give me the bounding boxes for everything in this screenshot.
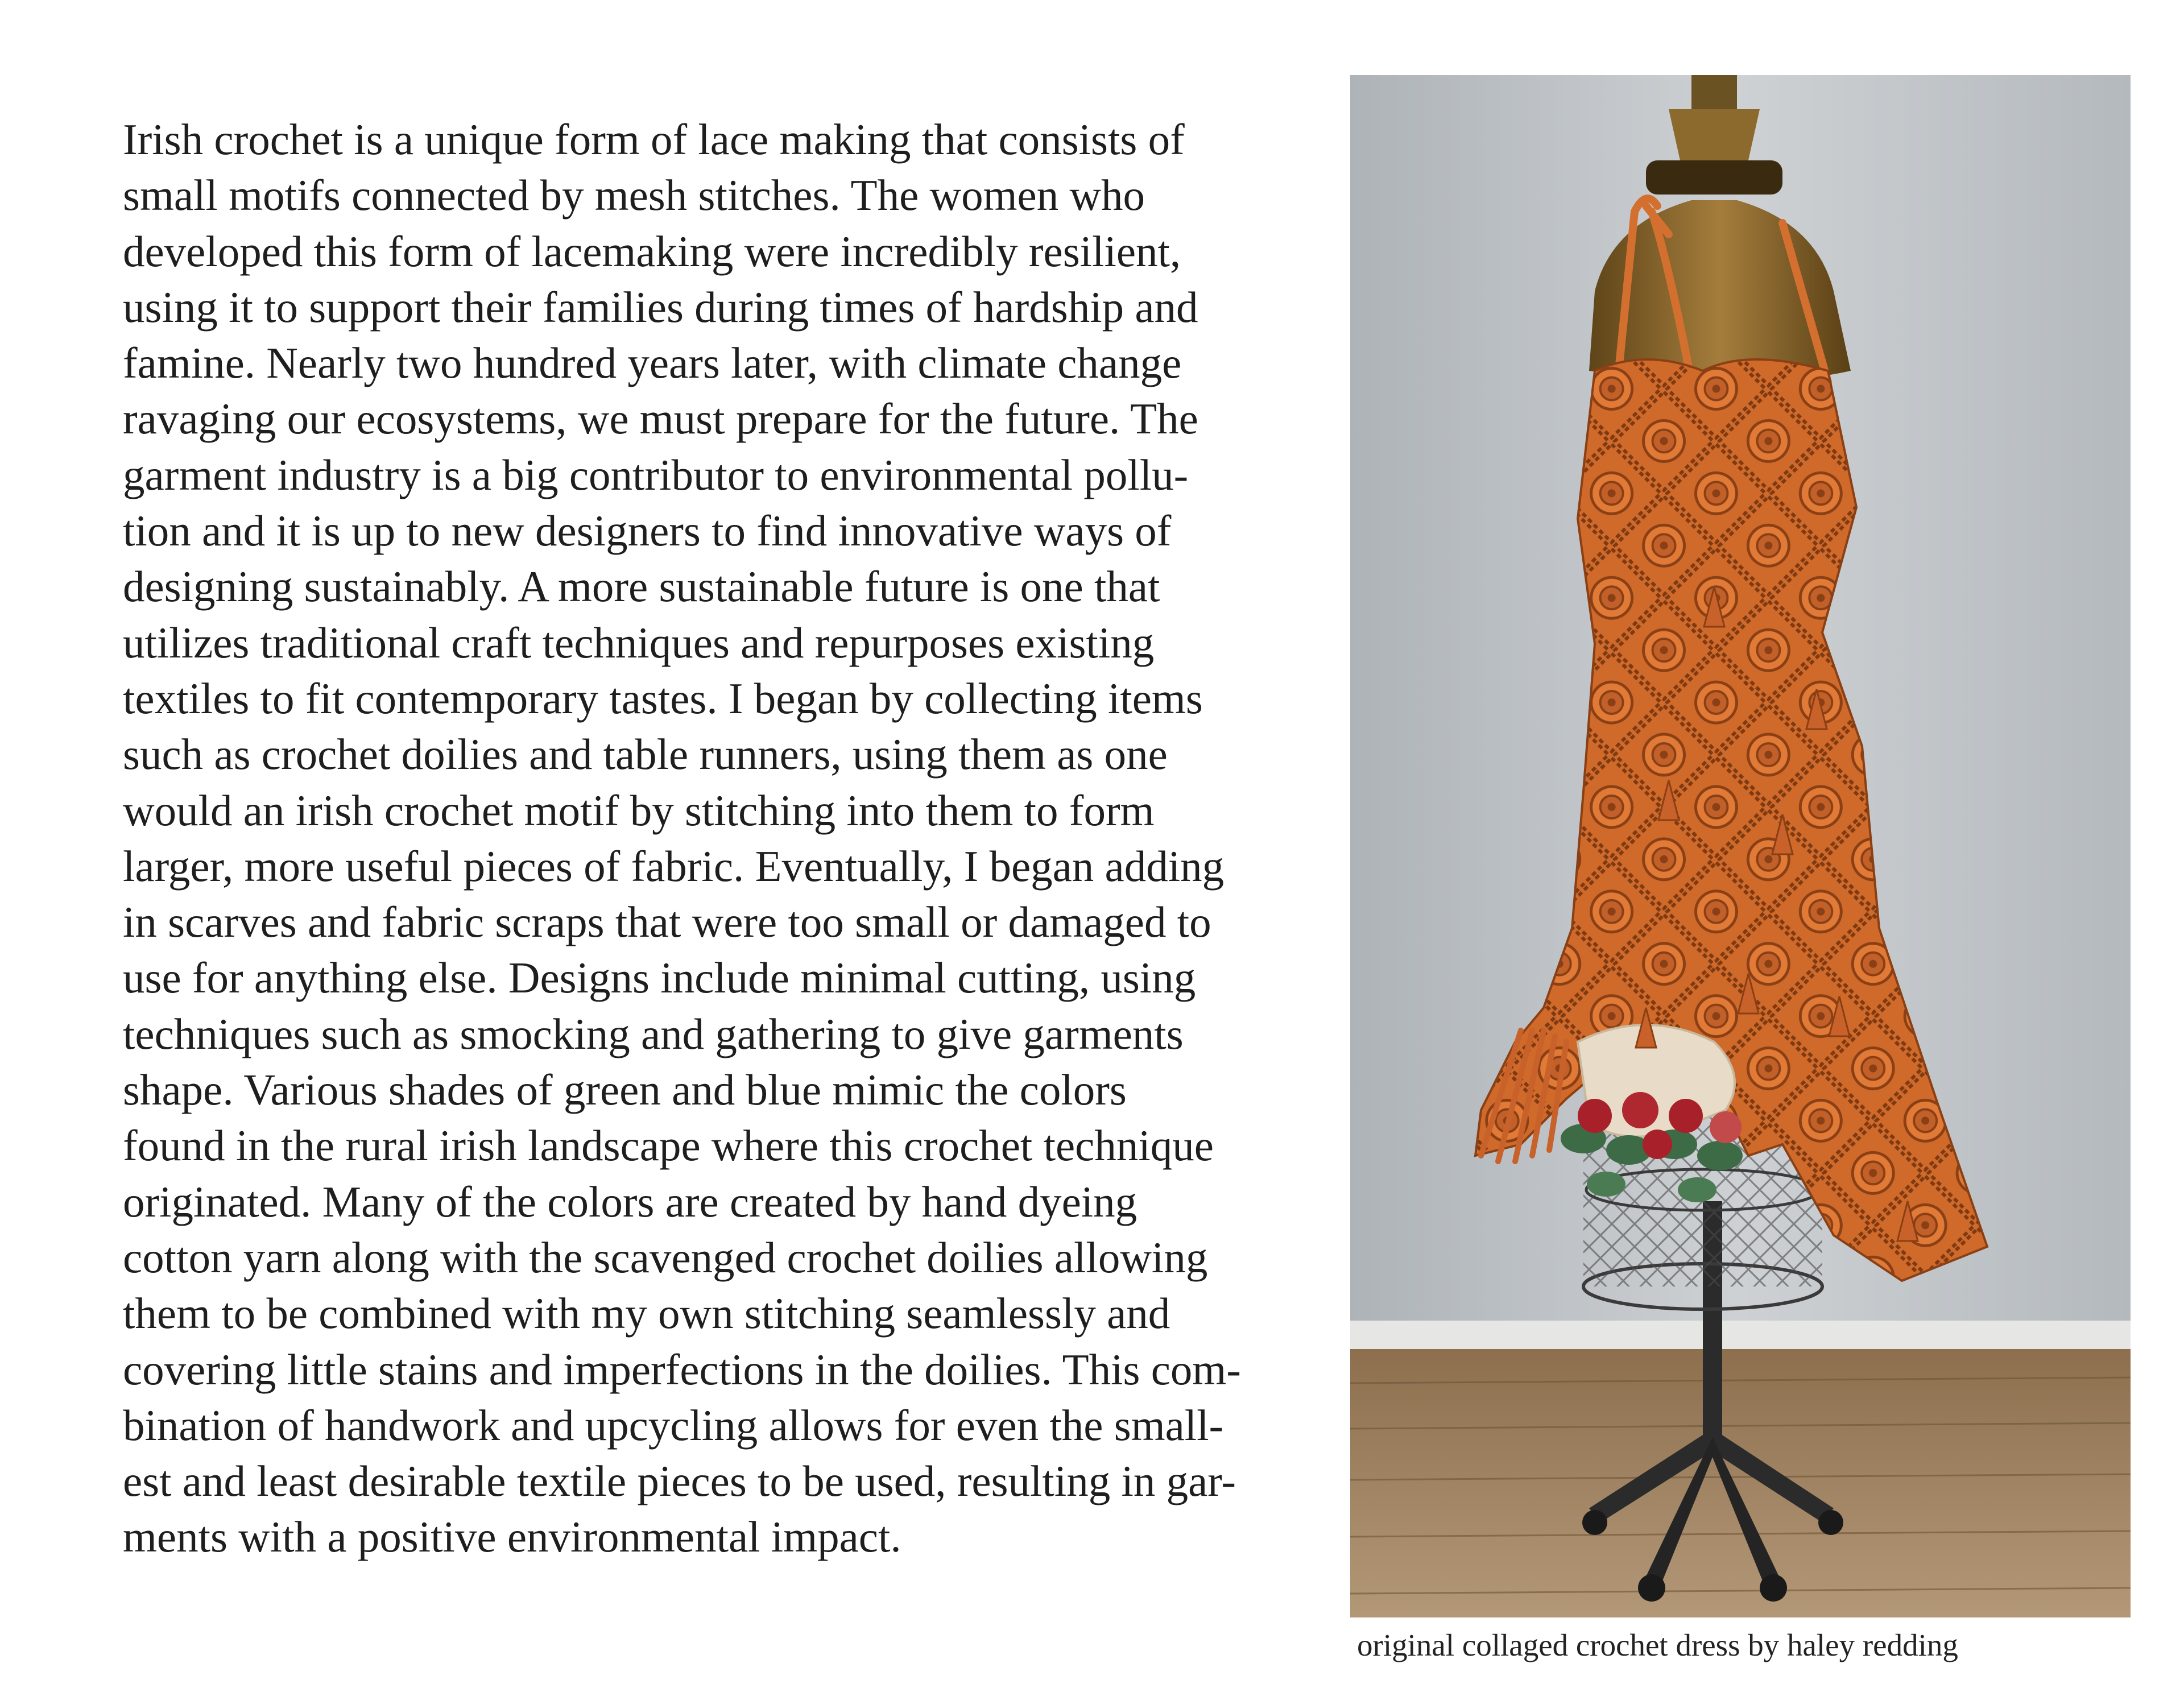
body-text-line: ravaging our ecosystems, we must prepare for the future. The bbox=[123, 394, 1198, 444]
body-text-line: them to be combined with my own stitching seamlessly and bbox=[123, 1289, 1170, 1338]
photo-caption: original collaged crochet dress by haley redding bbox=[1357, 1628, 1958, 1662]
body-text-line: Irish crochet is a unique form of lace making that consists of bbox=[123, 115, 1185, 164]
body-text-line: designing sustainably. A more sustainable future is one that bbox=[123, 562, 1160, 611]
body-text-line: textiles to fit contemporary tastes. I began by collecting items bbox=[123, 673, 1203, 723]
wood-floor bbox=[1350, 1349, 2131, 1617]
body-text-line: originated. Many of the colors are created by hand dyeing bbox=[123, 1177, 1138, 1226]
body-text-line: est and least desirable textile pieces to be used, resulting in gar- bbox=[123, 1457, 1236, 1506]
body-text-line: bination of handwork and upcycling allows for even the small- bbox=[123, 1400, 1224, 1450]
body-text bbox=[123, 111, 1294, 1565]
body-text-line: in scarves and fabric scraps that were too small or damaged to bbox=[123, 897, 1211, 947]
body-text-line: such as crochet doilies and table runners, using them as one bbox=[123, 730, 1168, 779]
body-text-line: use for anything else. Designs include minimal cutting, using bbox=[123, 953, 1196, 1003]
body-text-line: garment industry is a big contributor to environmental pollu- bbox=[123, 450, 1189, 499]
body-text-line: ments with a positive environmental impact. bbox=[123, 1512, 901, 1562]
body-text-line: would an irish crochet motif by stitching into them to form bbox=[123, 785, 1155, 835]
body-text-line: small motifs connected by mesh stitches. The women who bbox=[123, 171, 1145, 220]
body-text-line: covering little stains and imperfections in the doilies. This com- bbox=[123, 1344, 1241, 1394]
dress-photo bbox=[1350, 75, 2131, 1617]
body-text-line: famine. Nearly two hundred years later, with climate change bbox=[123, 338, 1182, 388]
body-text-line: shape. Various shades of green and blue mimic the colors bbox=[123, 1065, 1127, 1115]
body-text-line: cotton yarn along with the scavenged crochet doilies allowing bbox=[123, 1232, 1208, 1282]
body-text-line: techniques such as smocking and gathering to give garments bbox=[123, 1009, 1184, 1058]
dress-photo-illustration bbox=[1350, 75, 2131, 1617]
body-text-line: using it to support their families during times of hardship and bbox=[123, 282, 1198, 332]
body-text-line: developed this form of lacemaking were incredibly resilient, bbox=[123, 226, 1181, 276]
body-text-line: utilizes traditional craft techniques and repurposes existing bbox=[123, 618, 1155, 667]
baseboard bbox=[1350, 1321, 2131, 1349]
body-text-line: larger, more useful pieces of fabric. Eventually, I began adding bbox=[123, 841, 1225, 891]
body-text-line: tion and it is up to new designers to find innovative ways of bbox=[123, 506, 1172, 556]
body-text-line: found in the rural irish landscape where this crochet technique bbox=[123, 1121, 1214, 1170]
